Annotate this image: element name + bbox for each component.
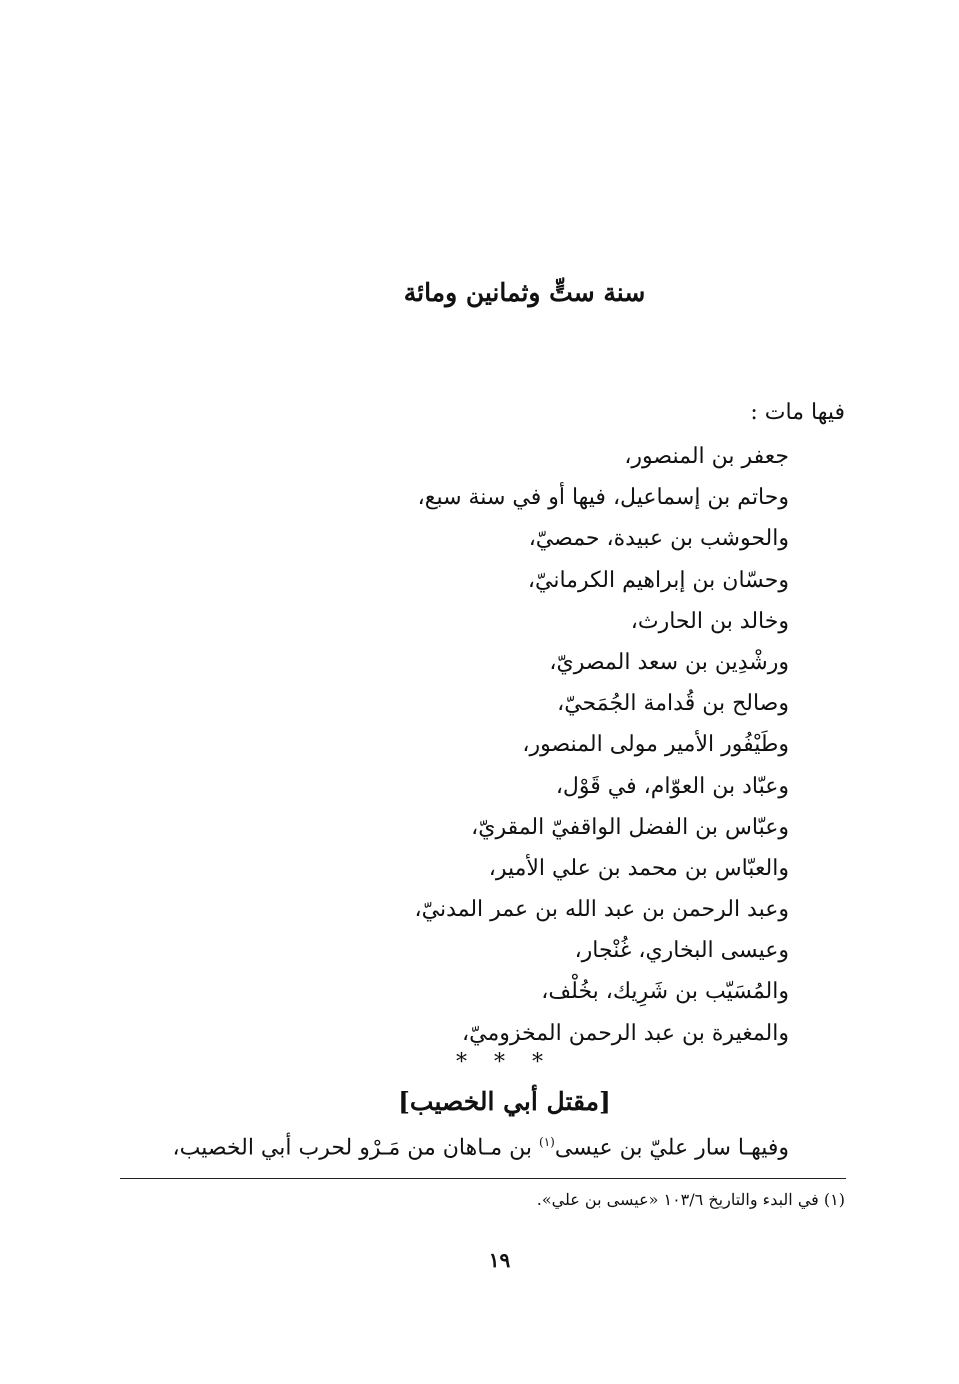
list-item: والمُسَيّب بن شَرِيك، بخُلْف،: [541, 979, 789, 1005]
list-item: والحوشب بن عبيدة، حمصيّ،: [528, 526, 789, 552]
footnote-marker[interactable]: (١): [539, 1135, 555, 1149]
list-item: والعبّاس بن محمد بن علي الأمير،: [488, 855, 789, 881]
list-item: وعبد الرحمن بن عبد الله بن عمر المدنيّ،: [414, 897, 789, 923]
list-item: والمغيرة بن عبد الرحمن المخزوميّ،: [462, 1020, 789, 1046]
list-item: وعبّاس بن الفضل الواقفيّ المقريّ،: [471, 814, 789, 840]
section-separator: * * *: [456, 1050, 553, 1075]
deaths-list: [415, 436, 789, 1054]
list-item: ورشْدِين بن سعد المصريّ،: [549, 649, 789, 675]
chapter-title: سنة ستٍّ وثمانين ومائة: [403, 278, 646, 307]
list-item: وحسّان بن إبراهيم الكرمانيّ،: [527, 567, 789, 593]
section-heading: [مقتل أبي الخصيب]: [398, 1087, 611, 1116]
list-item: وعيسى البخاري، غُنْجار،: [574, 938, 789, 964]
list-item: وطَيْفُور الأمير مولى المنصور،: [522, 732, 789, 758]
footnote-divider: [120, 1178, 846, 1179]
paragraph-text-end: بن مـاهان من مَـرْو لحرب أبي الخصيب،: [172, 1135, 540, 1161]
paragraph-text-start: وفيهـا سار عليّ بن عيسى: [554, 1135, 789, 1161]
body-paragraph: [89, 1135, 789, 1160]
list-item: وحاتم بن إسماعيل، فيها أو في سنة سبع،: [417, 485, 789, 511]
list-item: وخالد بن الحارث،: [630, 608, 789, 634]
list-item: جعفر بن المنصور،: [624, 444, 789, 469]
list-item: وصالح بن قُدامة الجُمَحيّ،: [557, 691, 789, 717]
intro-text: فيها مات :: [750, 400, 845, 425]
list-item: وعبّاد بن العوّام، في قَوْل،: [555, 773, 789, 799]
footnote-text: (١) في البدء والتاريخ ١٠٣/٦ «عيسى بن علي».: [536, 1190, 845, 1209]
page-number: ١٩: [488, 1248, 511, 1272]
